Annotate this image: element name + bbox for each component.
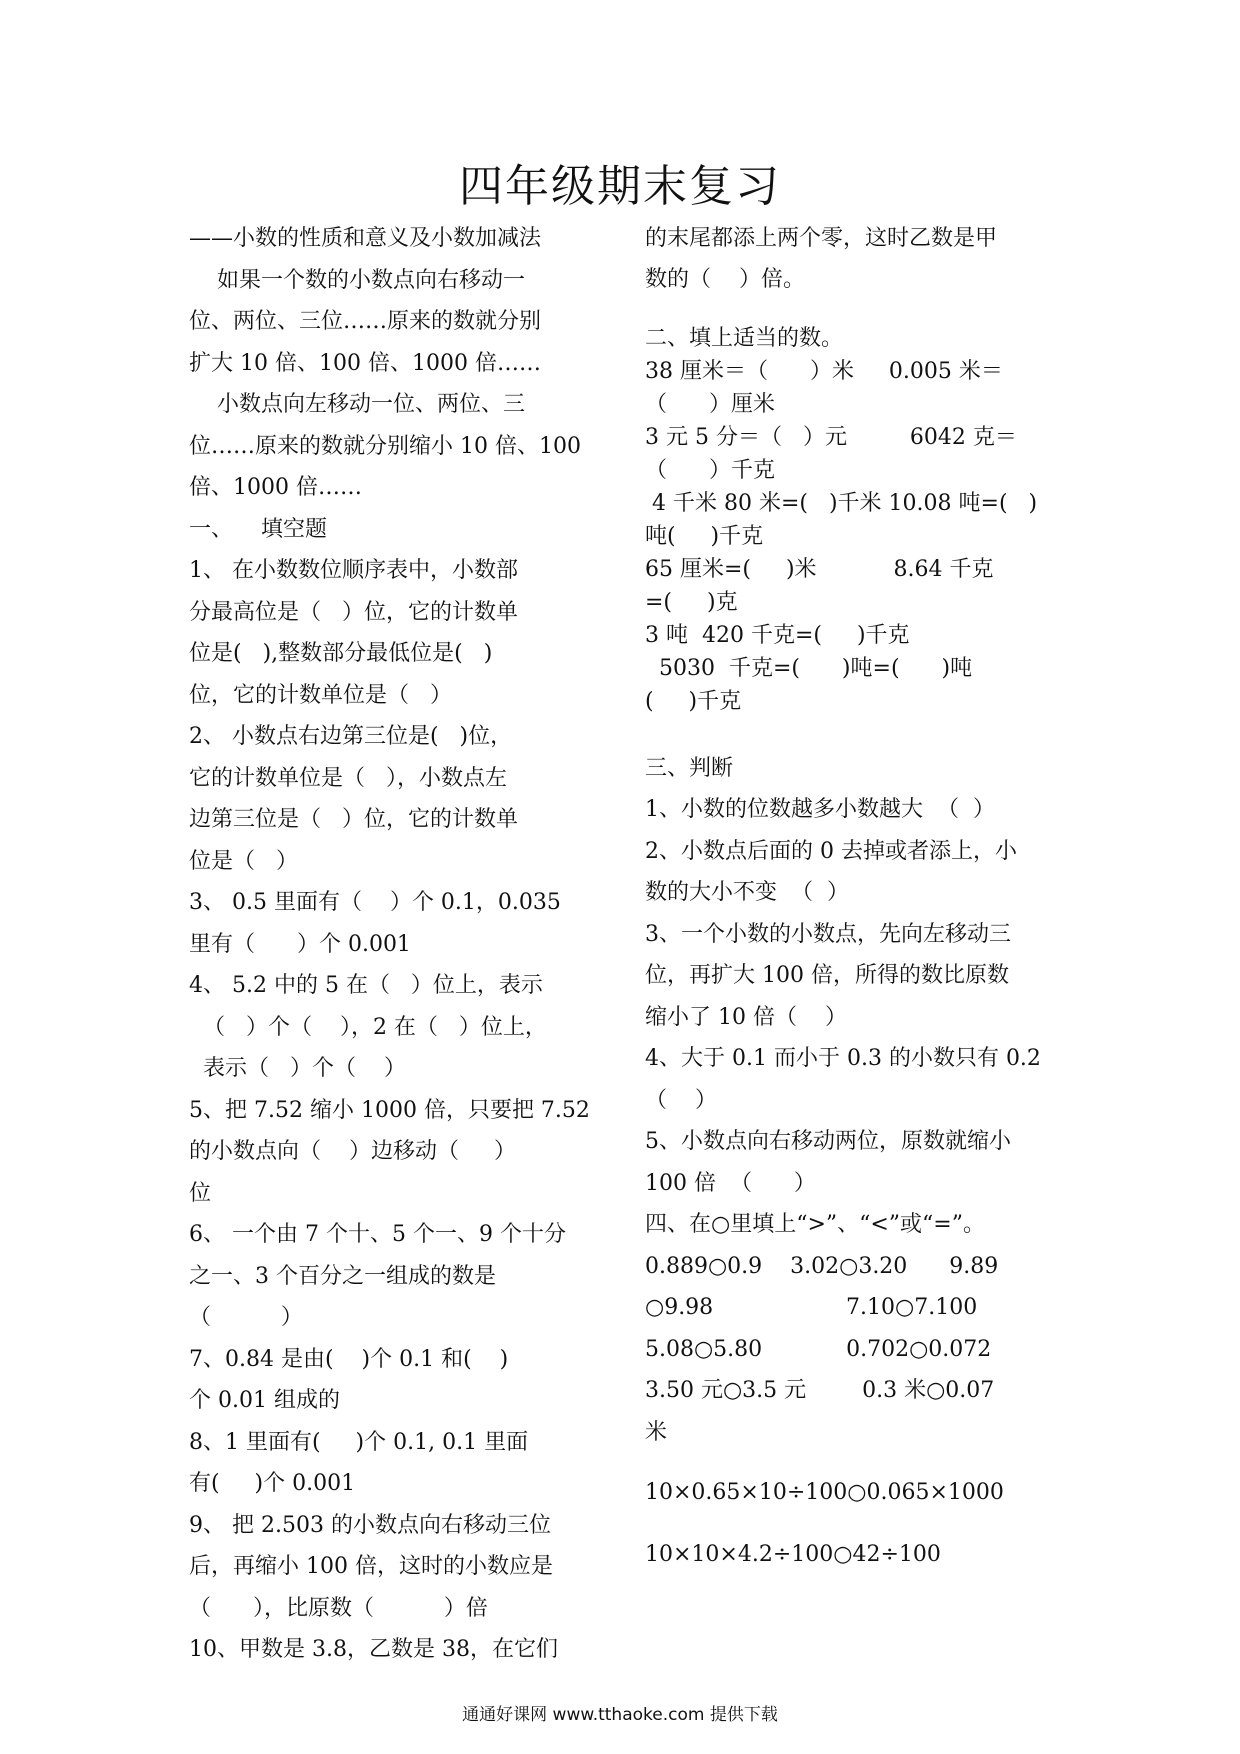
question-line: 个 0.01 组成的 (189, 1388, 340, 1413)
judge-line: 100 倍 （ ） (645, 1170, 816, 1196)
compare-line: ○9.98 7.10○7.100 (645, 1295, 978, 1320)
intro-line: 如果一个数的小数点向右移动一 (189, 267, 525, 293)
intro-line: 位……原来的数就分别缩小 10 倍、100 (189, 433, 581, 459)
judge-line: 1、小数的位数越多小数越大 （ ） (645, 797, 995, 822)
question-line: 边第三位是（ ）位，它的计数单 (189, 807, 518, 832)
question-line: 后，再缩小 100 倍，这时的小数应是 (189, 1554, 553, 1579)
compare-line: 3.50 元○3.5 元 0.3 米○0.07 (645, 1378, 995, 1403)
footer-source: 通通好课网 www.tthaoke.com 提供下载 (462, 1705, 778, 1725)
question-line: 表示（ ）个（ ） (189, 1056, 406, 1081)
question-line: （ ），比原数（ ）倍 (189, 1595, 488, 1621)
page-title: 四年级期末复习 (459, 161, 781, 212)
conversion-line: 4 千米 80 米=( )千米 10.08 吨=( ) (645, 491, 1038, 516)
judge-line: （ ） (645, 1087, 717, 1113)
intro-line: 扩大 10 倍、100 倍、1000 倍…… (189, 350, 541, 376)
judge-line: 5、小数点向右移动两位，原数就缩小 (645, 1129, 1011, 1154)
compare-expression: 10×0.65×10÷100○0.065×1000 (645, 1480, 1004, 1505)
right-column (645, 218, 1057, 1577)
section-heading-judge: 三、判断 (645, 756, 734, 781)
conversion-line: 5030 千克=( )吨=( )吨 (645, 656, 973, 681)
question-line: 分最高位是（ ）位，它的计数单 (189, 599, 518, 625)
question-line: 8、1 里面有( )个 0.1, 0.1 里面 (189, 1429, 529, 1455)
question-line: 它的计数单位是（ ），小数点左 (189, 765, 507, 791)
question-line: 位 (189, 1180, 212, 1206)
question-line: 2、 小数点右边第三位是( )位， (189, 724, 513, 749)
question-line: 4、 5.2 中的 5 在（ ）位上，表示 (189, 973, 543, 998)
compare-expression: 10×10×4.2÷100○42÷100 (645, 1542, 941, 1567)
question-line: 位，它的计数单位是（ ） (189, 682, 452, 708)
question-line: 1、 在小数数位顺序表中，小数部 (189, 558, 518, 583)
conversion-line: 3 吨 420 千克=( )千克 (645, 623, 910, 648)
compare-line: 0.889○0.9 3.02○3.20 9.89 (645, 1253, 999, 1279)
question-continuation: 的末尾都添上两个零，这时乙数是甲 (645, 226, 998, 251)
question-line: 位是( ),整数部分最低位是( ) (189, 641, 493, 666)
question-line: 之一、3 个百分之一组成的数是 (189, 1263, 496, 1289)
question-line: 3、 0.5 里面有（ ）个 0.1，0.035 (189, 890, 561, 915)
judge-line: 缩小了 10 倍（ ） (645, 1004, 847, 1030)
subtitle: ——小数的性质和意义及小数加减法 (189, 226, 542, 251)
judge-line: 3、一个小数的小数点，先向左移动三 (645, 921, 1011, 947)
left-column (189, 218, 601, 1671)
section-heading-compare: 四、在○里填上“>”、“<”或“=”。 (645, 1212, 985, 1237)
question-line: 9、 把 2.503 的小数点向右移动三位 (189, 1512, 551, 1538)
judge-line: 数的大小不变 （ ） (645, 880, 849, 905)
conversion-line: 吨( )千克 (645, 524, 764, 549)
conversion-line: （ ）厘米 (645, 392, 775, 417)
question-line: 7、0.84 是由( )个 0.1 和( ) (189, 1346, 509, 1372)
conversion-line: 38 厘米＝（ ）米 0.005 米＝ (645, 359, 1003, 384)
conversion-line: =( )克 (645, 590, 738, 615)
question-line: （ ） (189, 1305, 303, 1330)
question-line: 的小数点向（ ）边移动（ ） (189, 1139, 516, 1164)
section-heading-fill-blank: 一、 填空题 (189, 516, 327, 542)
intro-line: 倍、1000 倍…… (189, 475, 362, 500)
question-line: 6、 一个由 7 个十、5 个一、9 个十分 (189, 1222, 566, 1247)
compare-line: 米 (645, 1419, 668, 1445)
intro-line: 位、两位、三位……原来的数就分别 (189, 309, 542, 334)
compare-line: 5.08○5.80 0.702○0.072 (645, 1336, 992, 1362)
question-line: （ ）个（ ），2 在（ ）位上， (189, 1014, 547, 1040)
intro-line: 小数点向左移动一位、两位、三 (189, 392, 525, 417)
question-line: 里有（ ）个 0.001 (189, 931, 411, 957)
question-line: 有( )个 0.001 (189, 1471, 356, 1496)
judge-line: 4、大于 0.1 而小于 0.3 的小数只有 0.2 (645, 1046, 1041, 1071)
judge-line: 2、小数点后面的 0 去掉或者添上，小 (645, 838, 1017, 864)
question-line: 10、甲数是 3.8，乙数是 38，在它们 (189, 1637, 558, 1662)
conversion-line: ( )千克 (645, 689, 742, 714)
question-line: 位是（ ） (189, 848, 298, 874)
question-line: 5、把 7.52 缩小 1000 倍，只要把 7.52 (189, 1097, 590, 1123)
conversion-line: 65 厘米=( )米 8.64 千克 (645, 557, 994, 582)
conversion-line: （ ）千克 (645, 458, 775, 483)
question-continuation: 数的（ ）倍。 (645, 267, 805, 292)
judge-line: 位，再扩大 100 倍，所得的数比原数 (645, 963, 1009, 988)
conversion-line: 3 元 5 分＝（ ）元 6042 克＝ (645, 425, 1017, 450)
section-heading-fill-number: 二、填上适当的数。 (645, 326, 844, 351)
